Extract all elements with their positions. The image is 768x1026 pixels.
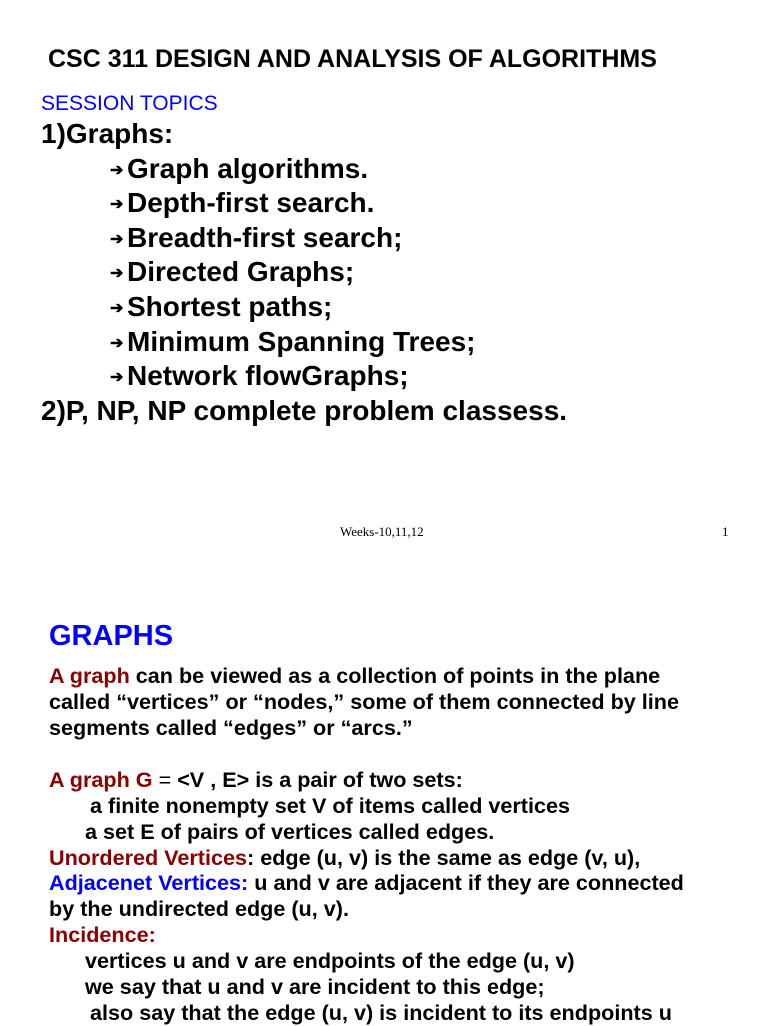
incidence-line: we say that u and v are incident to this edge; <box>85 974 545 999</box>
definition-line: segments called “edges” or “arcs.” <box>49 715 413 740</box>
footer-weeks: Weeks-10,11,12 <box>340 524 424 539</box>
arrow-bullet-icon: ➔ <box>110 265 124 282</box>
arrow-bullet-icon: ➔ <box>110 300 124 317</box>
adjacent-line: Adjacenet Vertices: u and v are adjacent if they are connected <box>49 870 684 895</box>
arrow-bullet-icon: ➔ <box>110 162 124 179</box>
arrow-bullet-icon: ➔ <box>110 231 124 248</box>
graph-def-line: a finite nonempty set V of items called vertices <box>90 793 571 818</box>
definition-line: A graph can be viewed as a collection of points in the plane <box>49 663 661 688</box>
sub-item: ➔ Directed Graphs; <box>110 255 354 292</box>
sub-item: ➔ Breadth-first search; <box>110 221 402 258</box>
incidence-line: also say that the edge (u, v) is incident to its endpoints u <box>90 1000 672 1025</box>
arrow-bullet-icon: ➔ <box>110 335 124 352</box>
session-topics-label: SESSION TOPICS <box>41 92 218 115</box>
topic-item-np: 2)P, NP, NP complete problem classess. <box>41 395 568 426</box>
arrow-bullet-icon: ➔ <box>110 196 124 213</box>
graph-def-line: a set E of pairs of vertices called edges. <box>85 819 495 844</box>
unordered-line: Unordered Vertices: edge (u, v) is the same as edge (v, u), <box>49 845 641 870</box>
adjacent-line: by the undirected edge (u, v). <box>49 896 349 921</box>
slide-title: CSC 311 DESIGN AND ANALYSIS OF ALGORITHMS <box>48 45 657 73</box>
sub-item: ➔ Graph algorithms. <box>110 152 368 189</box>
definition-line: called “vertices” or “nodes,” some of them connected by line <box>49 689 679 714</box>
incidence-line: vertices u and v are endpoints of the edge (u, v) <box>85 948 575 973</box>
page-number: 1 <box>722 524 729 539</box>
sub-item: ➔ Network flowGraphs; <box>110 359 409 396</box>
incidence-label: Incidence: <box>49 922 156 947</box>
sub-item: ➔ Minimum Spanning Trees; <box>110 325 475 362</box>
graph-def-line: A graph G = <V , E> is a pair of two sets: <box>49 767 463 792</box>
sub-item: ➔ Shortest paths; <box>110 290 332 327</box>
arrow-bullet-icon: ➔ <box>110 369 124 386</box>
topic-item-graphs: 1)Graphs: <box>41 118 174 149</box>
sub-item: ➔ Depth-first search. <box>110 186 374 223</box>
graphs-heading: GRAPHS <box>49 620 174 652</box>
